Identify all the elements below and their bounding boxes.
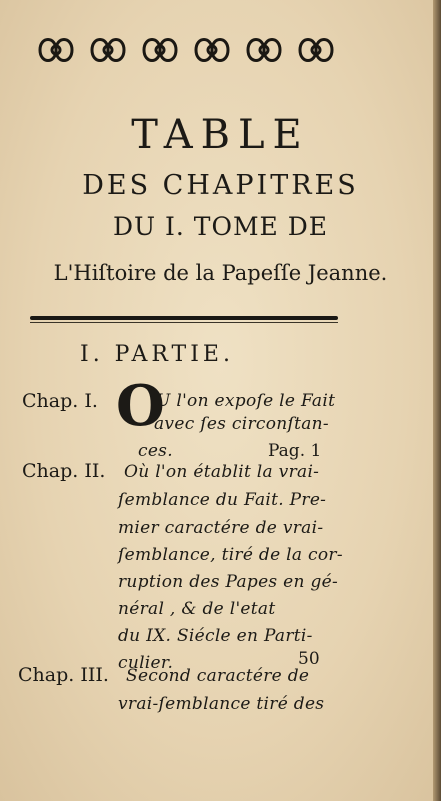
chapter-label: Chap. III.	[18, 664, 109, 686]
chapter-label: Chap. I.	[22, 390, 98, 412]
title-du-tome: DU I. TOME DE	[112, 212, 329, 241]
ornament-band	[34, 30, 340, 70]
drop-cap: O	[116, 373, 165, 439]
chapter-label: Chap. II.	[22, 460, 106, 482]
section-heading: I. PARTIE.	[80, 342, 234, 367]
page-number: 50	[298, 649, 320, 669]
chapter-text-line: du IX. Siécle en Parti-	[118, 626, 313, 646]
title-histoire: L'Hiſtoire de la Papeſſe Jeanne.	[53, 261, 388, 285]
chapter-text-line: ruption des Papes en gé-	[118, 572, 339, 592]
chapter-text-line: ces.	[138, 441, 173, 461]
chapter-text-line: ſemblance du Fait. Pre-	[118, 490, 327, 510]
floral-ornament-icon	[34, 30, 340, 70]
page-number: Pag. 1	[268, 441, 322, 461]
chapter-text-line: U l'on expoſe le Fait	[156, 391, 336, 411]
chapter-text-line: culier.	[118, 653, 174, 673]
chapter-text-line: vrai-ſemblance tiré des	[118, 694, 325, 714]
chapter-text-line: néral , & de l'etat	[118, 599, 276, 619]
chapter-text-line: avec ſes circonſtan-	[154, 414, 329, 434]
title-des-chapitres: DES CHAPITRES	[82, 170, 359, 201]
chapter-text-line: Où l'on établit la vrai-	[124, 462, 320, 482]
horizontal-rule	[30, 316, 338, 320]
chapter-text-line: Second caractére de	[126, 666, 310, 686]
chapter-text-line: mier caractére de vrai-	[118, 518, 324, 538]
chapter-text-line: ſemblance, tiré de la cor-	[118, 545, 343, 565]
title-table: TABLE	[131, 112, 310, 158]
